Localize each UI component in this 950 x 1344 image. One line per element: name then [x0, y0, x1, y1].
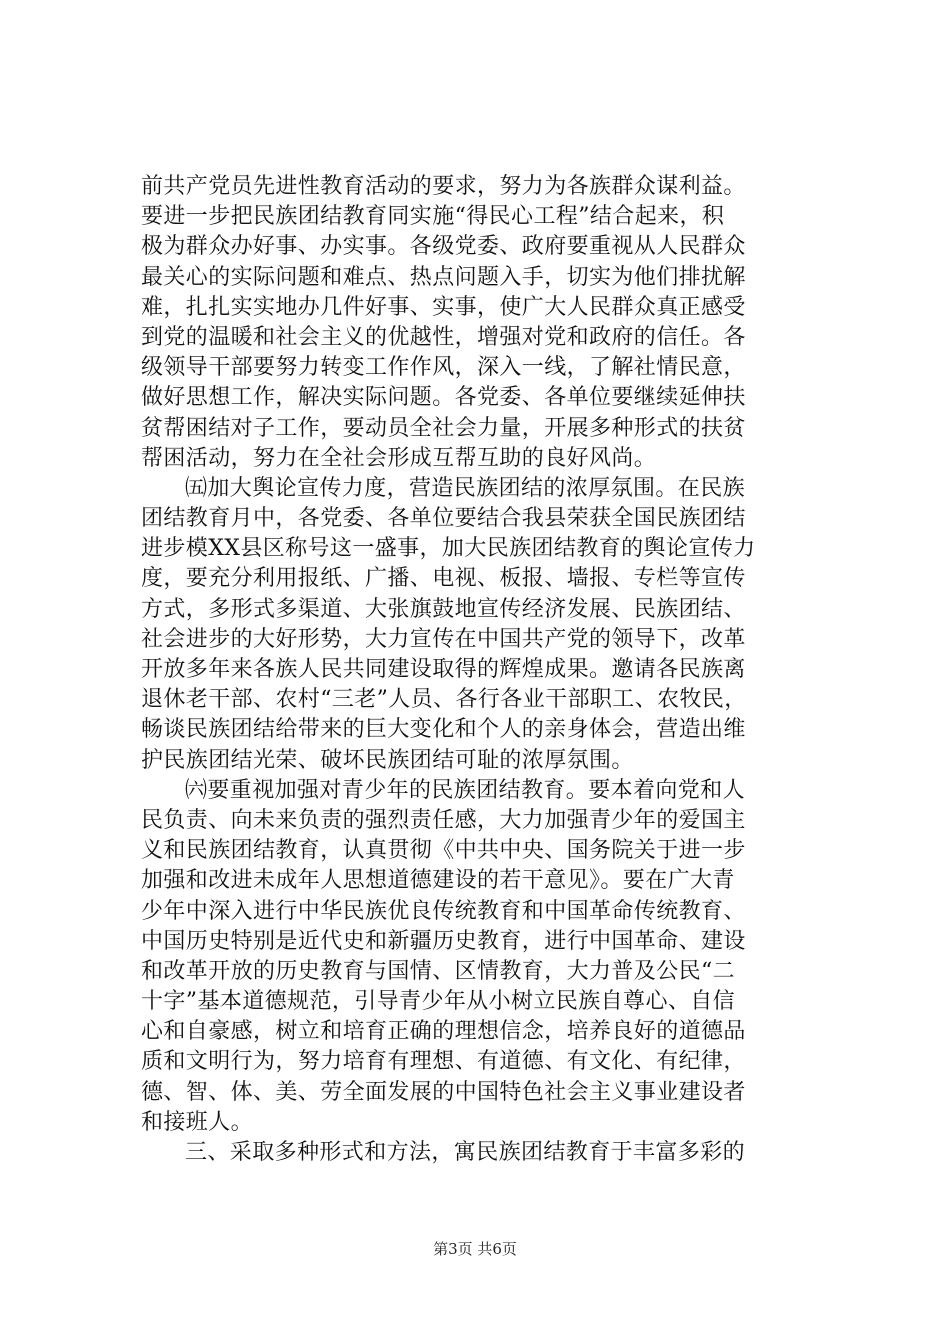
text-line: 社会进步的大好形势，大力宣传在中国共产党的领导下，改革 [141, 626, 746, 652]
text-line: 贫帮困结对子工作，要动员全社会力量，开展多种形式的扶贫 [141, 415, 746, 441]
page-number-label: 第3页 共6页 [433, 1240, 517, 1258]
text-line: 义和民族团结教育，认真贯彻《中共中央、国务院关于进一步 [141, 838, 746, 864]
text-line: 最关心的实际问题和难点、热点问题入手，切实为他们排扰解 [141, 264, 746, 290]
text-line: 难，扎扎实实地办几件好事、实事，使广大人民群众真正感受 [141, 294, 746, 320]
text-line: 团结教育月中，各党委、各单位要结合我县荣获全国民族团结 [141, 506, 746, 532]
text-line: 心和自豪感，树立和培育正确的理想信念，培养良好的道德品 [141, 1019, 746, 1045]
text-line: 前共产党员先进性教育活动的要求，努力为各族群众谋利益。 [141, 174, 746, 199]
text-line: ㈤加大舆论宣传力度，营造民族团结的浓厚氛围。在民族 [185, 475, 746, 501]
text-line: 做好思想工作，解决实际问题。各党委、各单位要继续延伸扶 [141, 385, 746, 411]
text-line: 帮困活动，努力在全社会形成互帮互助的良好风尚。 [141, 445, 657, 471]
text-line: 和改革开放的历史教育与国情、区情教育，大力普及公民“二 [141, 958, 736, 984]
text-line: 极为群众办好事、办实事。各级党委、政府要重视从人民群众 [141, 234, 746, 260]
text-line: 质和文明行为，努力培育有理想、有道德、有文化、有纪律， [141, 1049, 746, 1075]
text-line: 度，要充分利用报纸、广播、电视、板报、墙报、专栏等宣传 [141, 566, 746, 592]
page-footer [0, 1239, 950, 1259]
text-line: 中国历史特别是近代史和新疆历史教育，进行中国革命、建设 [141, 928, 746, 954]
text-line: 护民族团结光荣、破坏民族团结可耻的浓厚氛围。 [141, 747, 634, 773]
text-line: 要进一步把民族团结教育同实施“得民心工程”结合起来，积 [141, 204, 725, 230]
text-line: 三、采取多种形式和方法，寓民族团结教育于丰富多彩的 [185, 1140, 746, 1165]
text-line: 十字”基本道德规范，引导青少年从小树立民族自尊心、自信 [141, 989, 736, 1015]
text-line: 民负责、向未来负责的强烈责任感，大力加强青少年的爱国主 [141, 807, 746, 833]
text-line: 进步模XX县区称号这一盛事，加大民族团结教育的舆论宣传力 [141, 536, 756, 562]
text-line: 畅谈民族团结给带来的巨大变化和个人的亲身体会，营造出维 [141, 717, 746, 743]
document-body [141, 172, 821, 1168]
text-line: 德、智、体、美、劳全面发展的中国特色社会主义事业建设者 [141, 1079, 746, 1105]
text-line: 到党的温暖和社会主义的优越性，增强对党和政府的信任。各 [141, 324, 746, 350]
text-line: 加强和改进未成年人思想道德建设的若干意见》。要在广大青 [141, 868, 735, 894]
text-line: 级领导干部要努力转变工作作风，深入一线，了解社情民意， [141, 355, 746, 381]
text-line: 开放多年来各族人民共同建设取得的辉煌成果。邀请各民族离 [141, 657, 746, 682]
text-line: 方式，多形式多渠道、大张旗鼓地宣传经济发展、民族团结、 [141, 596, 746, 622]
text-line: 退休老干部、农村“三老”人员、各行各业干部职工、农牧民， [141, 687, 747, 713]
text-line: ㈥要重视加强对青少年的民族团结教育。要本着向党和人 [185, 777, 746, 803]
text-line: 和接班人。 [141, 1109, 254, 1135]
text-line: 少年中深入进行中华民族优良传统教育和中国革命传统教育、 [141, 898, 746, 924]
